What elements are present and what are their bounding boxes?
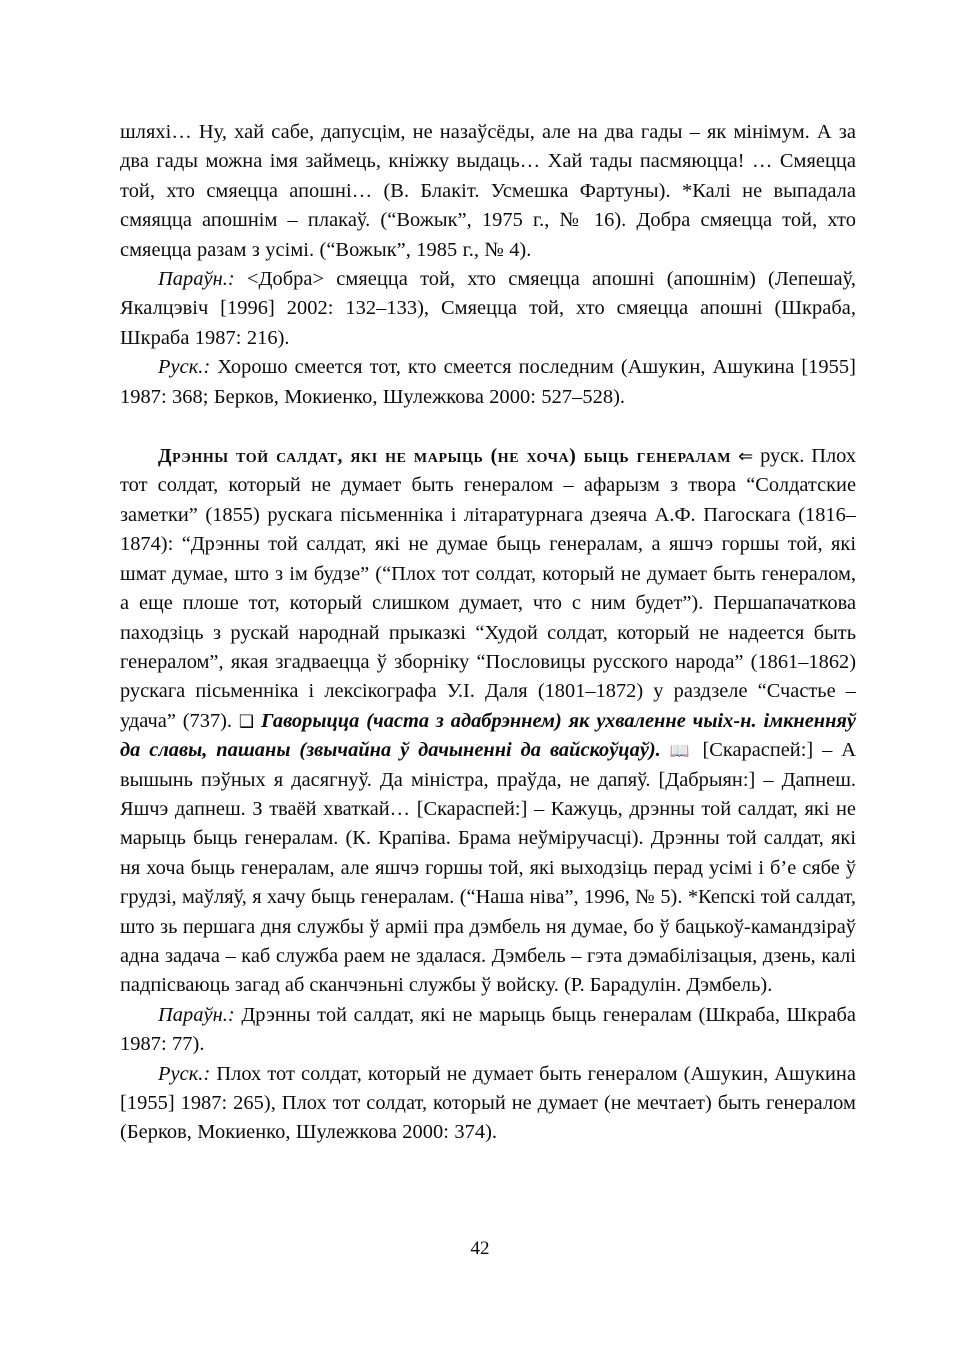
russian-abbreviation: Руск.: <box>158 356 211 379</box>
paragraph-russian-soldier <box>120 1060 856 1148</box>
square-marker-icon: ❑ <box>238 711 255 732</box>
arrow-from-icon: ⇐ <box>738 446 754 468</box>
page-number: 42 <box>470 1238 490 1259</box>
compare-text-2: Дрэнны той салдат, які не марыць быць генералам (Шкраба, Шкраба 1987: 77). <box>120 1003 856 1056</box>
paragraph-continuation: шляхі… Ну, хай сабе, дапусцім, не назаўсёды, але на два гады – як мінімум. А за два гады можна імя займець, кніжку выдаць… Хай тады пасмяюцца! … Смяецца той, хто смяецца апошні… (В. Блакіт. Усмешка Фартуны). *Калі не выпадала смяяцца апошнім – плакаў. (“Вожык”, 1975 г., № 16). Добра смяецца той, хто смяецца разам з усімі. (“Вожык”, 1985 г., № 4). <box>120 121 856 261</box>
entry-headword: Дрэнны той салдат, які не марыць (не хоча) быць генералам <box>158 446 732 468</box>
page-text-block <box>120 118 856 1148</box>
entry-etymology-text: руск. Плох тот солдат, который не думает быть генералом – афарызм з твора “Солдатские заметки” (1855) рускага пісьменніка і літаратурнага дзеяча А.Ф. Пагоскага (1816–1874): “Дрэнны той салдат, які не думае быць генералам, а яшчэ горшы той, які шмат думае, што з ім будзе” (“Плох тот солдат, который не думает быть генералом, а еще плоше тот, который слишком думает, что с ним будет”). Першапачаткова паходзіць з рускай народнай прыказкі “Худой солдат, который не надеется быть генералом”, якая згадваецца ў зборніку “Пословицы русского народа” (1861–1862) рускага пісьменніка і лексікографа У.І. Даля (1801–1872) у раздзеле “Счастье – удача” (737). <box>120 445 857 732</box>
compare-abbreviation-2: Параўн.: <box>158 1003 235 1026</box>
book-marker-icon: 📖 <box>669 741 694 761</box>
paragraph-compare-smyaecca <box>120 265 856 353</box>
entry-usage-gloss: Гаворыцца (часта з адабрэннем) як ухваленне чыіх-н. імкненняў да славы, пашаны (звычайна ў дачыненні да вайскоўцаў). <box>120 709 856 762</box>
russian-text: Хорошо смеется тот, кто смеется последним (Ашукин, Ашукина [1955] 1987: 368; Берков, Мокиенко, Шулежкова 2000: 527–528). <box>120 356 856 408</box>
compare-text: <Добра> смяецца той, хто смяецца апошні (апошнім) (Лепешаў, Якалцэвіч [1996] 2002: 132–133), Смяецца той, хто смяецца апошні (Шкраба, Шкраба 1987: 216). <box>120 268 856 349</box>
paragraph-compare-soldier <box>120 1001 856 1060</box>
dictionary-entry-soldier <box>120 442 856 1001</box>
russian-text-2: Плох тот солдат, который не думает быть генералом (Ашукин, Ашукина [1955] 1987: 265), Плох тот солдат, который не думает (не мечтает) быть генералом (Берков, Мокиенко, Шулежкова 2000: 374). <box>120 1062 856 1144</box>
russian-abbreviation-2: Руск.: <box>158 1062 211 1085</box>
paragraph-russian-smyaecca <box>120 353 856 412</box>
compare-abbreviation: Параўн.: <box>158 268 235 291</box>
entry-citations-text: [Скараспей:] – А вышынь пэўных я дасягнуў. Да міністра, праўда, не дапяў. [Дабрыян:] – Дапнеш. Яшчэ дапнеш. З тваёй хваткай… [Скараспей:] – Кажуць, дрэнны той салдат, які не марыць быць генералам. (К. Крапіва. Брама неўміручасці). Дрэнны той салдат, які ня хоча быць генералам, але яшчэ горшы той, які выходзіць перад усімі і б’е сябе ў грудзі, маўляў, я хачу быць генералам. (“Наша ніва”, 1996, № 5). *Кепскі той салдат, што зь першага дня службы ў арміі пра дэмбель ня думае, бо ў бацькоў-камандзіраў адна задача – каб служба раем не здалася. Дэмбель – гэта дэмабілізацыя, дзень, калі падпісваюць загад аб сканчэньні службы ў войску. (Р. Барадулін. Дэмбель). <box>120 739 856 997</box>
